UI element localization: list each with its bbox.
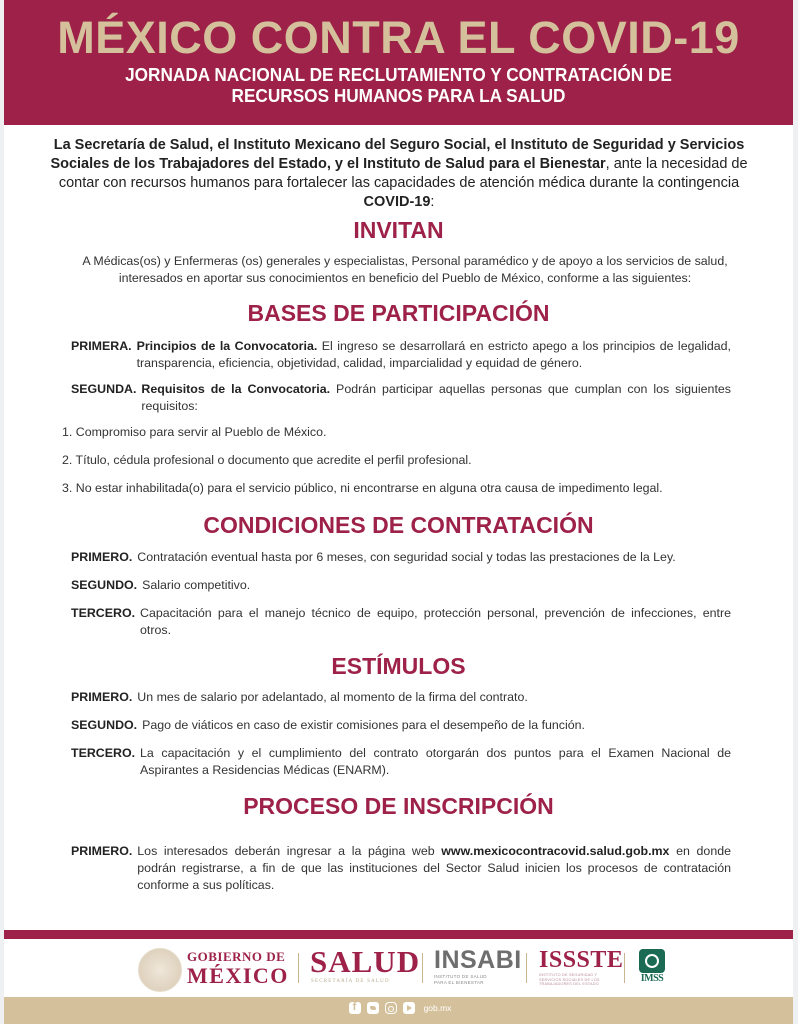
item-label: PRIMERO.	[71, 690, 133, 704]
bases-segunda	[71, 381, 731, 415]
heading-proceso: PROCESO DE INSCRIPCIÓN	[243, 793, 554, 819]
intro-covid: COVID-19	[363, 194, 431, 210]
condiciones-item	[71, 605, 731, 639]
youtube-icon[interactable]	[403, 1002, 415, 1014]
primera-title: Principios de la Convocatoria.	[136, 339, 318, 353]
heading-bases: BASES DE PARTICIPACIÓN	[247, 300, 550, 326]
social-links	[4, 1002, 793, 1014]
proceso-text-after: en donde podrán registrarse, a fin de que las instituciones del Sector Salud inicien los procesos de contratación conforme a sus políticas.	[137, 844, 731, 892]
imss-emblem-icon	[639, 949, 665, 973]
footer-divider-bar	[4, 930, 793, 939]
estimulos-item	[71, 717, 731, 734]
item-text: Un mes de salario por adelantado, al momento de la firma del contrato.	[137, 690, 528, 704]
item-label: SEGUNDO.	[71, 718, 138, 732]
insabi-logo	[434, 946, 522, 985]
proceso-text	[137, 843, 731, 894]
imss-logo	[637, 949, 667, 984]
salud-subtext: SECRETARÍA DE SALUD	[311, 979, 390, 984]
gobierno-line-1: GOBIERNO DE	[187, 949, 286, 964]
bases-primera	[71, 338, 731, 372]
salud-logo	[310, 946, 420, 985]
poster-title: MÉXICO CONTRA EL COVID-19	[57, 12, 740, 63]
poster-page	[4, 0, 793, 1024]
logo-separator	[624, 953, 625, 983]
heading-estimulos: ESTÍMULOS	[331, 653, 466, 679]
item-label: SEGUNDO.	[71, 578, 138, 592]
subtitle-line-2: RECURSOS HUMANOS PARA LA SALUD	[231, 85, 566, 106]
primera-text	[137, 338, 731, 372]
issste-subtext: INSTITUTO DE SEGURIDAD Y SERVICIOS SOCIALES DE LOS TRABAJADORES DEL ESTADO	[539, 973, 600, 987]
primera-body: El ingreso se desarrollará en estricto apego a los principios de legalidad, transparencia, eficiencia, objetividad, calidad, imparcialidad y equidad de género.	[136, 339, 731, 370]
segunda-title: Requisitos de la Convocatoria.	[141, 382, 331, 396]
facebook-icon[interactable]	[349, 1002, 361, 1014]
national-seal-icon	[138, 948, 182, 992]
requisito-1: 1. Compromiso para servir al Pueblo de México.	[62, 425, 327, 439]
intro-text: , ante la necesidad de contar con recursos humanos para fortalecer las capacidades de atención médica durante la contingencia	[58, 156, 748, 191]
condiciones-item	[71, 549, 731, 566]
gobierno-de-mexico-logo	[187, 950, 289, 988]
issste-text: ISSSTE	[539, 947, 624, 973]
proceso-primero	[71, 843, 731, 894]
insabi-subtext: INSTITUTO DE SALUD PARA EL BIENESTAR	[434, 974, 487, 985]
logo-separator	[298, 953, 299, 983]
intro-colon: :	[430, 194, 435, 210]
heading-invitan: INVITAN	[353, 217, 444, 243]
insabi-text: INSABI	[434, 946, 522, 974]
requisito-3: 3. No estar inhabilitada(o) para el servicio público, ni encontrarse en alguna otra causa de impedimento legal.	[62, 481, 663, 495]
poster-subtitle	[32, 64, 766, 106]
proceso-text-before: Los interesados deberán ingresar a la página web	[137, 844, 442, 858]
item-text: Capacitación para el manejo técnico de equipo, protección personal, prevención de infecciones, entre otros.	[140, 606, 731, 637]
salud-text: SALUD	[310, 944, 421, 979]
primera-label: PRIMERA.	[71, 339, 132, 353]
invitan-text: A Médicas(os) y Enfermeras (os) generales y especialistas, Personal paramédico y de apoyo a los servicios de salud, interesados en aportar sus conocimientos en beneficio del Pueblo de México, conforme a las siguientes:	[82, 254, 728, 285]
item-text: La capacitación y el cumplimiento del contrato otorgarán dos puntos para el Examen Nacional de Aspirantes a Residencias Médicas (ENARM).	[140, 746, 731, 777]
intro-institutions: La Secretaría de Salud, el Instituto Mexicano del Seguro Social, el Instituto de Seguridad y Servicios Sociales de los Trabajadores del Estado, y el Instituto de Salud para el Bienestar	[50, 137, 745, 172]
proceso-label: PRIMERO.	[71, 844, 133, 858]
gobierno-line-2: MÉXICO	[187, 963, 289, 988]
registration-link[interactable]: www.mexicocontracovid.salud.gob.mx	[441, 844, 670, 858]
logo-separator	[422, 953, 423, 983]
subtitle-line-1: JORNADA NACIONAL DE RECLUTAMIENTO Y CONTRATACIÓN DE	[125, 64, 672, 85]
heading-condiciones: CONDICIONES DE CONTRATACIÓN	[203, 512, 594, 538]
segunda-body: Podrán participar aquellas personas que cumplan con los siguientes requisitos:	[141, 382, 731, 413]
item-label: TERCERO.	[71, 606, 136, 620]
estimulos-item	[71, 745, 731, 779]
segunda-label: SEGUNDA.	[71, 382, 137, 396]
issste-logo	[539, 947, 623, 987]
estimulos-item	[71, 689, 731, 706]
intro-paragraph	[48, 136, 750, 212]
instagram-icon[interactable]	[385, 1002, 397, 1014]
item-text: Contratación eventual hasta por 6 meses, con seguridad social y todas las prestaciones de la Ley.	[137, 550, 676, 564]
item-text: Pago de viáticos en caso de existir comisiones para el desempeño de la función.	[142, 718, 585, 732]
logo-separator	[526, 953, 527, 983]
item-text: Salario competitivo.	[142, 578, 251, 592]
imss-text: IMSS	[640, 973, 664, 984]
condiciones-item	[71, 577, 731, 594]
segunda-text	[141, 381, 731, 415]
item-label: TERCERO.	[71, 746, 136, 760]
twitter-icon[interactable]	[367, 1002, 379, 1014]
requisito-2: 2. Título, cédula profesional o documento que acredite el perfil profesional.	[62, 453, 472, 467]
item-label: PRIMERO.	[71, 550, 133, 564]
gob-mx-link[interactable]: gob.mx	[423, 1003, 452, 1013]
header-banner	[4, 0, 793, 125]
